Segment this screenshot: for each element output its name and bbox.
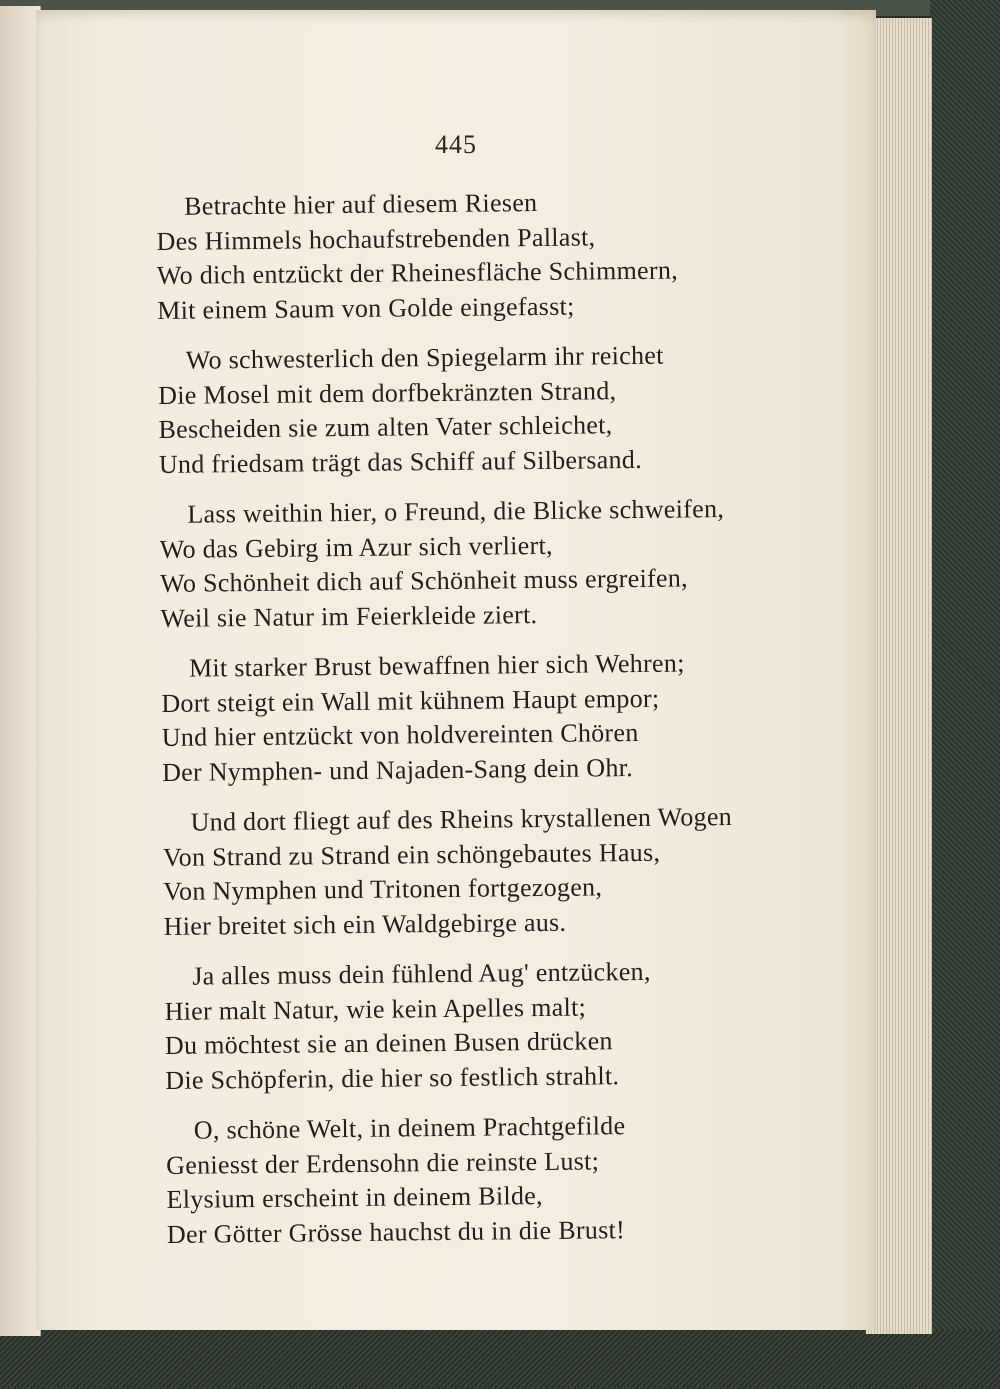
poem-line: Hier breitet sich ein Waldgebirge aus.	[163, 907, 567, 941]
poem-line: Von Nymphen und Tritonen fortgezogen,	[163, 872, 603, 906]
poem	[156, 183, 867, 1268]
stanza	[159, 491, 860, 636]
stanza	[156, 183, 857, 328]
poem-line: Der Nymphen- und Najaden-Sang dein Ohr.	[161, 752, 634, 787]
poem-line: Wo schwesterlich den Spiegelarm ihr reichet	[185, 340, 664, 375]
stanza	[162, 799, 863, 944]
poem-line: Und dort fliegt auf des Rheins krystallenen Wogen	[190, 802, 733, 837]
poem-line: O, schöne Welt, in deinem Prachtgefilde	[193, 1111, 626, 1145]
stanza	[158, 337, 859, 482]
poem-line: Betrachte hier auf diesem Riesen	[184, 188, 538, 221]
stanza	[164, 953, 865, 1098]
poem-line: Mit starker Brust bewaffnen hier sich Wehren;	[188, 648, 685, 683]
poem-line: Du möchtest sie an deinen Busen drücken	[164, 1026, 613, 1060]
poem-line: Die Schöpferin, die hier so festlich strahlt.	[165, 1060, 620, 1095]
poem-line: Wo Schönheit dich auf Schönheit muss ergreifen,	[159, 563, 689, 598]
poem-line: Dort steigt ein Wall mit kühnem Haupt empor;	[161, 683, 660, 718]
poem-line: Der Götter Grösse hauchst du in die Brust!	[166, 1214, 626, 1249]
poem-line: Bescheiden sie zum alten Vater schleichet,	[158, 410, 613, 444]
poem-line: Des Himmels hochaufstrebenden Pallast,	[156, 221, 596, 256]
poem-line: Von Strand zu Strand ein schöngebautes Haus,	[162, 837, 661, 872]
book-cover-bottom	[0, 1330, 1000, 1389]
poem-line: Hier malt Natur, wie kein Apelles malt;	[164, 992, 587, 1026]
poem-line: Mit einem Saum von Golde eingefasst;	[157, 291, 575, 325]
facing-page-edge	[0, 6, 41, 1336]
poem-line: Die Mosel mit dem dorfbekränzten Strand,	[157, 375, 617, 410]
poem-line: Weil sie Natur im Feierkleide ziert.	[160, 599, 538, 633]
poem-line: Wo dich entzückt der Rheinesfläche Schimmern,	[156, 255, 679, 290]
poem-line: Wo das Gebirg im Azur sich verliert,	[159, 530, 553, 564]
stanza	[161, 645, 862, 790]
book-page	[36, 10, 876, 1330]
poem-line: Und friedsam trägt das Schiff auf Silbersand.	[158, 444, 643, 479]
poem-line: Elysium erscheint in deinem Bilde,	[166, 1181, 543, 1214]
book-cover-right	[930, 0, 1000, 1389]
stanza	[166, 1107, 867, 1252]
poem-line: Lass weithin hier, o Freund, die Blicke schweifen,	[187, 494, 725, 529]
poem-line: Geniesst der Erdensohn die reinste Lust;	[166, 1145, 600, 1180]
page-number: 445	[435, 130, 477, 159]
poem-line: Und hier entzückt von holdvereinten Chören	[161, 717, 639, 752]
poem-line: Ja alles muss dein fühlend Aug' entzücken,	[192, 956, 651, 991]
